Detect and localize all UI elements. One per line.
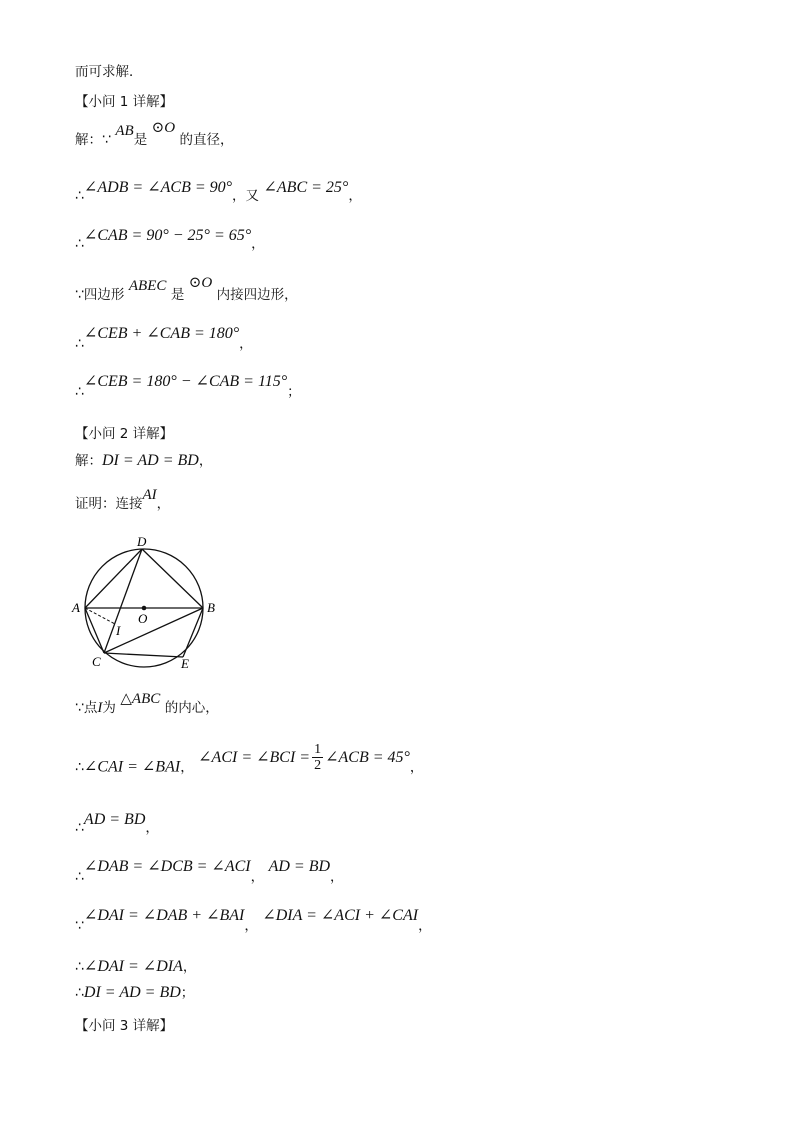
because-symbol: ∵ <box>75 700 84 716</box>
inscribed-text: 内接四边形， <box>216 287 298 303</box>
fraction-denominator: 2 <box>314 758 322 773</box>
because-symbol: ∵ <box>75 918 84 934</box>
expr-ceb-sum: ∠CEB + ∠CAB = 180° <box>83 325 240 342</box>
segment-ce-line <box>104 653 183 657</box>
therefore-symbol: ∴ <box>75 820 84 836</box>
part1-line3 <box>75 226 265 252</box>
segment-dc-line <box>104 549 142 653</box>
part2-line8 <box>75 957 196 977</box>
segment-ai-dashed <box>85 608 115 624</box>
comma: ， <box>180 759 194 776</box>
expr-acb-45: ∠ACB = 45° <box>325 748 410 766</box>
comma: ， <box>156 496 171 512</box>
label-e: E <box>181 656 189 671</box>
part1-line1 <box>75 120 234 150</box>
comma: ， <box>250 869 265 885</box>
label-c: C <box>92 654 101 669</box>
expr-di-ad-bd: DI = AD = BD <box>102 452 199 469</box>
comma: ， <box>182 959 197 975</box>
part1-line5 <box>75 324 253 352</box>
quadrilateral-text: 四边形 <box>83 287 125 303</box>
solution-label: 解： <box>75 453 102 469</box>
expr-dai-sum: ∠DAI = ∠DAB + ∠BAI <box>83 907 245 924</box>
fraction-half <box>312 742 323 773</box>
label-i: I <box>116 623 121 638</box>
part2-line7 <box>75 906 432 934</box>
comma: ， <box>409 759 424 776</box>
part1-header: 【小问 1 详解】 <box>75 94 174 110</box>
point-text: 点 <box>83 700 98 716</box>
therefore-symbol: ∴ <box>75 236 84 252</box>
proof-text: 证明：连接 <box>75 496 143 512</box>
part2-line3 <box>75 691 219 718</box>
center-point-o <box>142 606 147 611</box>
expr-aci-bci: ∠ACI = ∠BCI = <box>198 748 311 766</box>
semicolon: ； <box>287 384 301 400</box>
expr-ad-bd: AD = BD <box>268 858 331 875</box>
segment-db-line <box>142 549 203 608</box>
therefore-symbol: ∴ <box>75 188 84 204</box>
expr-cab: ∠CAB = 90° − 25° = 65° <box>83 227 252 244</box>
therefore-symbol: ∴ <box>75 985 84 1001</box>
is-text: 是 <box>133 132 148 148</box>
part2-line6 <box>75 857 344 885</box>
label-d: D <box>137 534 147 549</box>
geometry-diagram <box>70 532 230 672</box>
semicolon: ； <box>180 985 195 1001</box>
point-i: I <box>97 700 103 716</box>
part2-line9 <box>75 983 194 1003</box>
comma: ， <box>330 869 344 885</box>
circle-o: ⊙O <box>188 275 213 291</box>
expr-arc-ad-bd: AD = BD <box>83 811 146 828</box>
expr-conclusion: DI = AD = BD <box>83 984 181 1001</box>
therefore-symbol: ∴ <box>75 759 84 776</box>
because-symbol: ∵ <box>102 132 111 148</box>
therefore-symbol: ∴ <box>75 869 84 885</box>
expr-ceb: ∠CEB = 180° − ∠CAB = 115° <box>83 373 288 390</box>
comma: ， <box>239 336 253 352</box>
comma: ， <box>251 236 265 252</box>
solution-label: 解： <box>75 132 102 148</box>
comma: ， <box>348 188 362 204</box>
therefore-symbol: ∴ <box>75 384 84 400</box>
label-b: B <box>207 600 215 615</box>
segment-ac-line <box>85 608 104 653</box>
is-text: 是 <box>170 287 185 303</box>
part3-header: 【小问 3 详解】 <box>75 1018 174 1034</box>
part1-line4 <box>75 275 298 305</box>
because-symbol: ∵ <box>75 287 84 303</box>
quad-abec: ABEC <box>128 278 167 294</box>
also-text: ，又 <box>232 188 260 204</box>
part2-line5 <box>75 810 159 836</box>
comma: ， <box>244 918 258 934</box>
expr-dia-sum: ∠DIA = ∠ACI + ∠CAI <box>262 907 419 924</box>
expr-dai-dia: ∠DAI = ∠DIA <box>83 958 183 975</box>
incenter-text: 的内心， <box>164 700 219 716</box>
segment-ab: AB <box>115 123 134 139</box>
expr-cai-bai: ∠CAI = ∠BAI <box>83 758 181 776</box>
label-o: O <box>138 611 148 626</box>
segment-ai: AI <box>142 487 157 503</box>
comma: ， <box>145 820 159 836</box>
expr-abc: ∠ABC = 25° <box>263 179 349 196</box>
part1-line6 <box>75 372 301 400</box>
triangle-abc: △ABC <box>120 691 161 707</box>
intro-text: 而可求解． <box>75 64 143 80</box>
expr-adb-acb: ∠ADB = ∠ACB = 90° <box>83 179 233 196</box>
part2-line1 <box>75 451 212 471</box>
therefore-symbol: ∴ <box>75 336 84 352</box>
diameter-text: 的直径， <box>179 132 234 148</box>
comma: ， <box>418 918 432 934</box>
comma: ， <box>198 453 213 469</box>
circle-o: ⊙O <box>151 120 176 136</box>
part2-line2 <box>75 487 171 514</box>
is-text: 为 <box>102 700 116 716</box>
therefore-symbol: ∴ <box>75 959 84 975</box>
fraction-numerator: 1 <box>314 742 322 757</box>
label-a: A <box>72 600 80 615</box>
part2-line4 <box>75 742 424 783</box>
part2-header: 【小问 2 详解】 <box>75 426 174 442</box>
part1-line2 <box>75 178 362 204</box>
expr-dab-dcb-aci: ∠DAB = ∠DCB = ∠ACI <box>83 858 251 875</box>
